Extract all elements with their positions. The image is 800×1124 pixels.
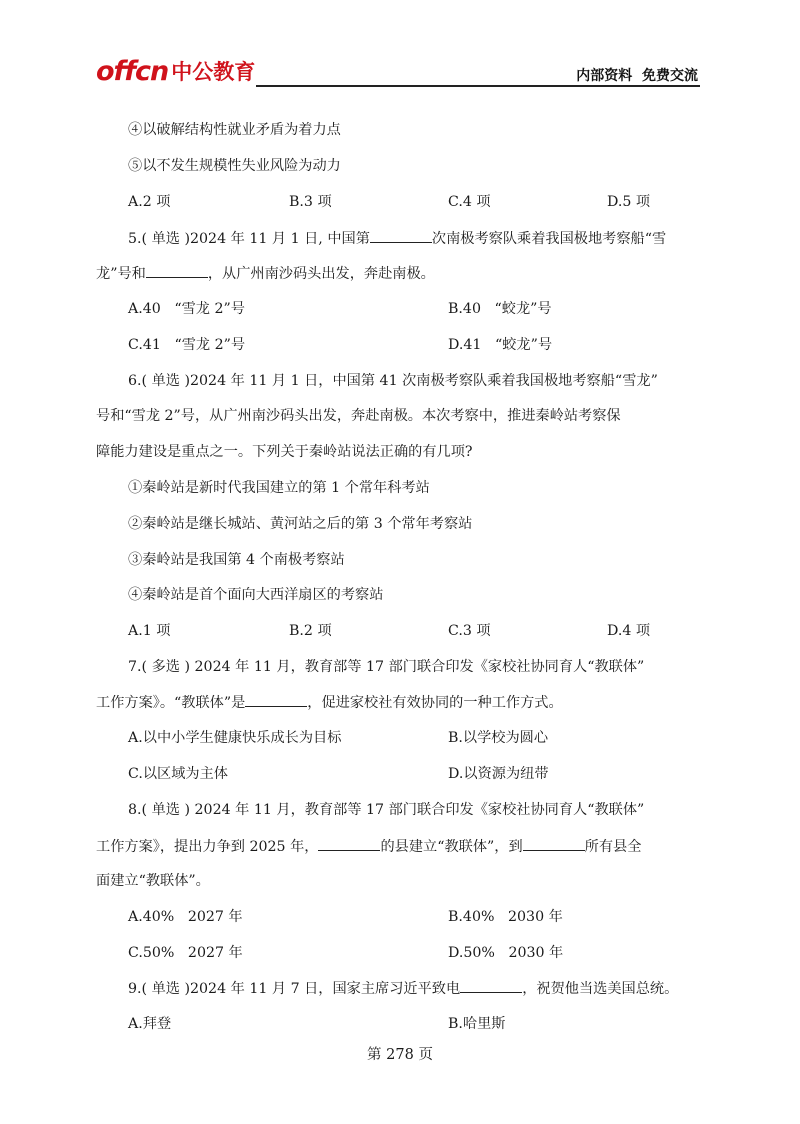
q7-text-2b: ，促进家校社有效协同的一种工作方式。	[307, 695, 563, 711]
q9-line-1	[128, 978, 678, 999]
q6-item-4: ④秦岭站是首个面向大西洋扇区的考察站	[128, 587, 384, 603]
q7-option-d: D.以资源为纽带	[448, 766, 549, 782]
q5-text-2a: 龙”号和	[96, 266, 146, 282]
q5-text-2b: ，从广州南沙码头出发，奔赴南极。	[207, 266, 435, 282]
prev-option-c: C.4 项	[448, 194, 491, 210]
q7-line-2	[96, 692, 563, 713]
q5-line-1	[128, 228, 666, 249]
q6-line-3: 障能力建设是重点之一。下列关于秦岭站说法正确的有几项?	[96, 444, 473, 460]
q6-item-3: ③秦岭站是我国第 4 个南极考察站	[128, 552, 345, 568]
q9-option-a: A.拜登	[128, 1016, 172, 1032]
prev-option-b: B.3 项	[289, 194, 332, 210]
q6-option-c: C.3 项	[448, 623, 491, 639]
q8-line-3: 面建立“教联体”。	[96, 873, 210, 889]
answer-blank	[370, 228, 432, 243]
prev-item-4: ④以破解结构性就业矛盾为着力点	[128, 122, 341, 138]
q8-option-b: B.40% 2030 年	[448, 909, 563, 925]
header-note: 内部资料 免费交流	[576, 68, 698, 84]
logo-cn-text: 中公教育	[171, 60, 256, 84]
q8-line-2	[96, 836, 641, 857]
q6-item-2: ②秦岭站是继长城站、黄河站之后的第 3 个常年考察站	[128, 516, 473, 532]
q6-option-d: D.4 项	[607, 623, 651, 639]
q8-text-2b: 的县建立“教联体”，到	[380, 839, 523, 855]
q6-option-b: B.2 项	[289, 623, 332, 639]
q8-line-1: 8.( 单选 ) 2024 年 11 月，教育部等 17 部门联合印发《家校社协同育人“教联体”	[128, 802, 645, 818]
header-rule	[256, 85, 700, 87]
q5-option-b: B.40 “蛟龙”号	[448, 301, 552, 317]
answer-blank	[523, 836, 585, 851]
q5-option-c: C.41 “雪龙 2”号	[128, 337, 246, 353]
answer-blank	[460, 978, 522, 993]
answer-blank	[245, 692, 307, 707]
q8-text-2a: 工作方案》，提出力争到 2025 年，	[96, 839, 319, 855]
q7-line-1: 7.( 多选 ) 2024 年 11 月，教育部等 17 部门联合印发《家校社协同育人“教联体”	[128, 659, 645, 675]
q7-option-b: B.以学校为圆心	[448, 730, 549, 746]
q9-text-1a: 9.( 单选 )2024 年 11 月 7 日，国家主席习近平致电	[128, 981, 461, 997]
q6-line-2: 号和“雪龙 2”号，从广州南沙码头出发，奔赴南极。本次考察中，推进秦岭站考察保	[96, 408, 621, 424]
q7-option-c: C.以区域为主体	[128, 766, 228, 782]
answer-blank	[318, 836, 380, 851]
prev-option-a: A.2 项	[128, 194, 171, 210]
q8-option-d: D.50% 2030 年	[448, 945, 564, 961]
q6-item-1: ①秦岭站是新时代我国建立的第 1 个常年科考站	[128, 480, 430, 496]
answer-blank	[146, 263, 208, 278]
q8-text-2c: 所有县全	[584, 839, 642, 855]
q5-text-1b: 次南极考察队乘着我国极地考察船“雪	[431, 231, 667, 247]
q5-line-2	[96, 263, 435, 284]
logo-en-text: offcn	[96, 56, 169, 87]
page-number: 第 278 页	[367, 1047, 433, 1063]
q7-option-a: A.以中小学生健康快乐成长为目标	[128, 730, 342, 746]
offcn-logo	[96, 58, 255, 86]
prev-option-d: D.5 项	[607, 194, 651, 210]
q9-text-1b: ，祝贺他当选美国总统。	[522, 981, 679, 997]
q7-text-2a: 工作方案》。“教联体”是	[96, 695, 246, 711]
q9-option-b: B.哈里斯	[448, 1016, 506, 1032]
q5-option-a: A.40 “雪龙 2”号	[128, 301, 245, 317]
q8-option-c: C.50% 2027 年	[128, 945, 243, 961]
page-header	[96, 58, 700, 88]
q8-option-a: A.40% 2027 年	[128, 909, 243, 925]
q5-text-1a: 5.( 单选 )2024 年 11 月 1 日, 中国第	[128, 231, 370, 247]
prev-item-5: ⑤以不发生规模性失业风险为动力	[128, 158, 341, 174]
q6-line-1: 6.( 单选 )2024 年 11 月 1 日，中国第 41 次南极考察队乘着我国极地考察船“雪龙”	[128, 373, 658, 389]
q5-option-d: D.41 “蛟龙”号	[448, 337, 553, 353]
q6-option-a: A.1 项	[128, 623, 171, 639]
